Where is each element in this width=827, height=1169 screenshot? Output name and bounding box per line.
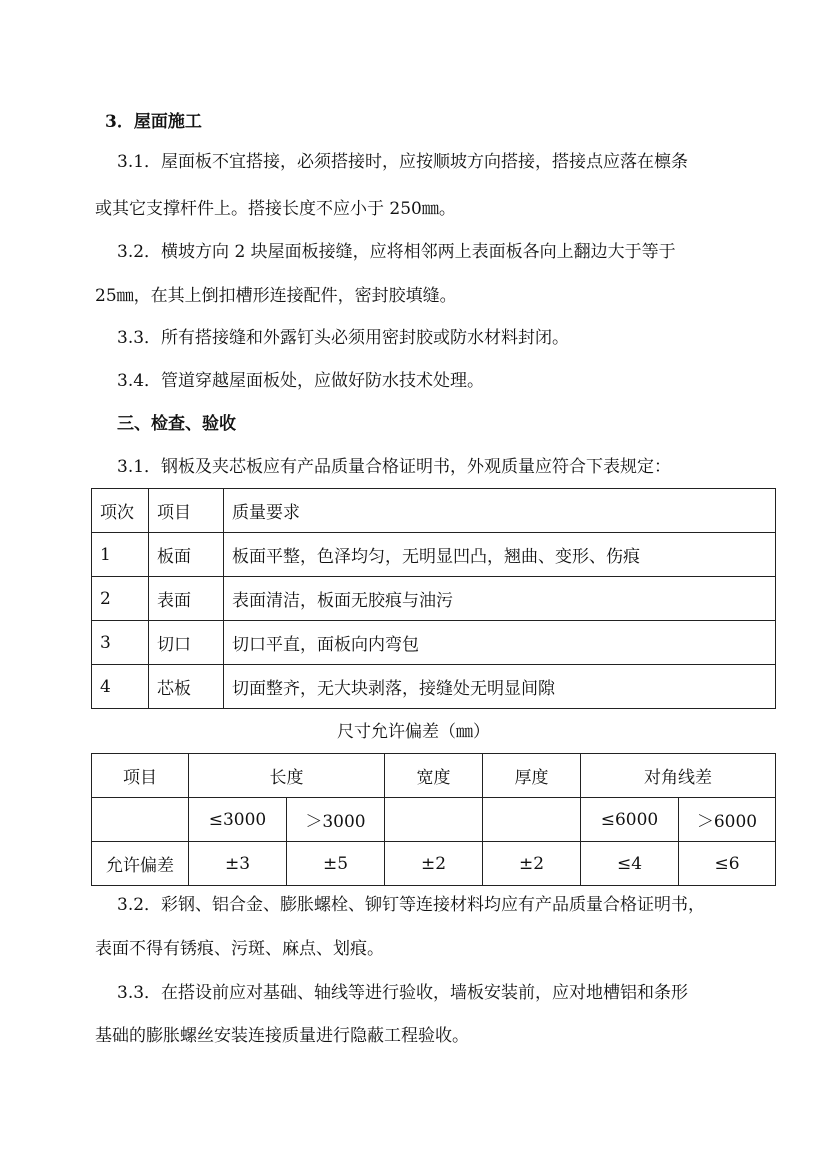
table-cell: 厚度: [483, 754, 581, 798]
table-cell: ±2: [385, 842, 483, 886]
paragraph-3-1-line1: 3.1．屋面板不宜搭接，必须搭接时，应按顺坡方向搭接，搭接点应落在檩条: [117, 152, 689, 172]
heading-inspection: 三、检查、验收: [117, 414, 236, 434]
quality-requirements-table: [91, 488, 776, 709]
dimension-tolerance-table: [91, 753, 776, 886]
paragraph-inspect-3-1: 3.1．钢板及夹芯板应有产品质量合格证明书，外观质量应符合下表规定：: [117, 457, 672, 477]
paragraph-3-2-line2: 25㎜，在其上倒扣槽形连接配件，密封胶填缝。: [95, 286, 457, 306]
table-cell: ±3: [189, 842, 287, 886]
table-header-row: [92, 754, 776, 798]
table-cell: ＞6000: [679, 798, 776, 842]
table-cell: ±5: [287, 842, 385, 886]
table-cell: 表面: [149, 577, 224, 621]
heading-roof-construction: 3．屋面施工: [105, 112, 202, 132]
paragraph-inspect-3-2-line1: 3.2．彩钢、铝合金、膨胀螺栓、铆钉等连接材料均应有产品质量合格证明书，: [117, 895, 706, 915]
table-cell: ≤4: [581, 842, 679, 886]
paragraph-inspect-3-3-line2: 基础的膨胀螺丝安装连接质量进行隐蔽工程验收。: [95, 1026, 469, 1046]
table-cell: 项次: [92, 489, 149, 533]
table-cell: 2: [92, 577, 149, 621]
table-cell: 切面整齐，无大块剥落，接缝处无明显间隙: [224, 665, 776, 709]
table-cell: [385, 798, 483, 842]
table-cell: 板面平整，色泽均匀，无明显凹凸，翘曲、变形、伤痕: [224, 533, 776, 577]
table-cell: 允许偏差: [92, 842, 189, 886]
table-cell: ≤6: [679, 842, 776, 886]
table-cell: 项目: [149, 489, 224, 533]
paragraph-3-2-line1: 3.2．横坡方向 2 块屋面板接缝，应将相邻两上表面板各向上翻边大于等于: [117, 242, 676, 262]
paragraph-inspect-3-2-line2: 表面不得有锈痕、污斑、麻点、划痕。: [95, 939, 384, 959]
table-cell: ＞3000: [287, 798, 385, 842]
table-cell: 芯板: [149, 665, 224, 709]
table-cell: 4: [92, 665, 149, 709]
table-cell: ≤6000: [581, 798, 679, 842]
table-row: [92, 665, 776, 709]
table-cell: 对角线差: [581, 754, 776, 798]
table-row: [92, 798, 776, 842]
table-cell: [92, 798, 189, 842]
table-row: [92, 533, 776, 577]
paragraph-3-4: 3.4．管道穿越屋面板处，应做好防水技术处理。: [117, 371, 485, 391]
table-cell: 表面清洁，板面无胶痕与油污: [224, 577, 776, 621]
table-row: [92, 621, 776, 665]
table-row: [92, 577, 776, 621]
paragraph-inspect-3-3-line1: 3.3．在搭设前应对基础、轴线等进行验收，墙板安装前，应对地槽铝和条形: [117, 983, 689, 1003]
table-cell: 切口平直，面板向内弯包: [224, 621, 776, 665]
paragraph-3-1-line2: 或其它支撑杆件上。搭接长度不应小于 250㎜。: [95, 199, 456, 219]
table-cell: 3: [92, 621, 149, 665]
table-cell: 长度: [189, 754, 385, 798]
table-cell: 质量要求: [224, 489, 776, 533]
table-cell: 1: [92, 533, 149, 577]
paragraph-3-3: 3.3．所有搭接缝和外露钉头必须用密封胶或防水材料封闭。: [117, 328, 570, 348]
table-cell: 板面: [149, 533, 224, 577]
table-header-row: [92, 489, 776, 533]
dimension-table-caption: 尺寸允许偏差（㎜）: [337, 722, 490, 742]
table-cell: 切口: [149, 621, 224, 665]
table-cell: 宽度: [385, 754, 483, 798]
table-cell: ≤3000: [189, 798, 287, 842]
table-row: [92, 842, 776, 886]
table-cell: 项目: [92, 754, 189, 798]
table-cell: ±2: [483, 842, 581, 886]
table-cell: [483, 798, 581, 842]
